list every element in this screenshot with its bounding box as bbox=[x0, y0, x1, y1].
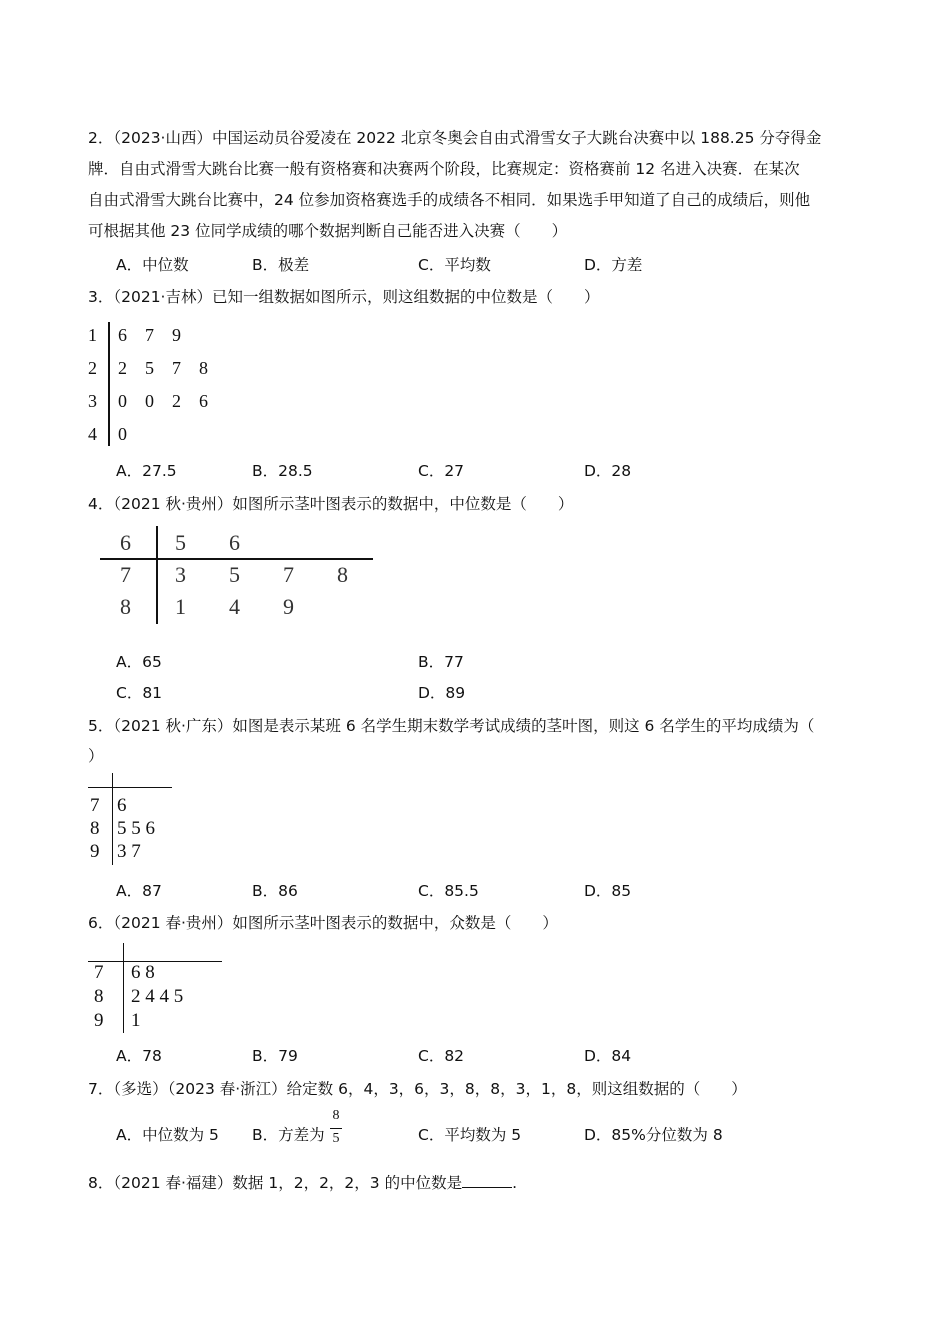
q7-option-b: B．方差为 bbox=[252, 1126, 325, 1144]
q5-plot-header-rule bbox=[88, 787, 172, 788]
q2-line-2: 牌．自由式滑雪大跳台比赛一般有资格赛和决赛两个阶段，比赛规定：资格赛前 12 名进入决赛．在某次 bbox=[88, 160, 800, 178]
q6-stem: 6．（2021 春·贵州）如图所示茎叶图表示的数据中，众数是（ ） bbox=[88, 914, 558, 932]
q4-plot-row: 7 3 5 7 8 bbox=[120, 562, 348, 587]
q4-plot-header-rule bbox=[100, 558, 373, 560]
q4-option-c: C．81 bbox=[116, 684, 163, 702]
q5-stem-line-1: 5．（2021 秋·广东）如图是表示某班 6 名学生期末数学考试成绩的茎叶图，则这 6 名学生的平均成绩为（ bbox=[88, 717, 815, 735]
q4-option-b: B．77 bbox=[418, 653, 464, 671]
q3-option-b: B．28.5 bbox=[252, 462, 313, 480]
q2-option-d: D．方差 bbox=[584, 256, 643, 274]
q3-stem: 3．（2021·吉林）已知一组数据如图所示，则这组数据的中位数是（ ） bbox=[88, 288, 600, 306]
q4-option-d: D．89 bbox=[418, 684, 466, 702]
q4-plot-row: 6 5 6 bbox=[120, 530, 240, 555]
q6-option-b: B．79 bbox=[252, 1047, 298, 1065]
q7-stem: 7．（多选）（2023 春·浙江）给定数 6，4，3，6，3，8，8，3，1，8，则这组数据的（ ） bbox=[88, 1080, 747, 1098]
q6-plot-row: 7 6 8 bbox=[94, 962, 155, 983]
q8-stem-end: . bbox=[512, 1174, 518, 1192]
q7-option-d: D．85%分位数为 8 bbox=[584, 1126, 723, 1144]
q2-option-c: C．平均数 bbox=[418, 256, 491, 274]
q3-option-a: A．27.5 bbox=[116, 462, 177, 480]
q5-plot-row: 9 3 7 bbox=[90, 841, 141, 862]
q2-line-3: 自由式滑雪大跳台比赛中，24 位参加资格赛选手的成绩各不相同．如果选手甲知道了自己的成绩后，则他 bbox=[88, 191, 811, 209]
q5-option-d: D．85 bbox=[584, 882, 632, 900]
q3-plot-row: 2 2 5 7 8 bbox=[88, 358, 208, 378]
q3-option-c: C．27 bbox=[418, 462, 465, 480]
q2-line-1: 2．（2023·山西）中国运动员谷爱凌在 2022 北京冬奥会自由式滑雪女子大跳台决赛中以 188.25 分夺得金 bbox=[88, 129, 822, 147]
q6-option-c: C．82 bbox=[418, 1047, 465, 1065]
q3-plot-row: 4 0 bbox=[88, 424, 127, 444]
q5-option-b: B．86 bbox=[252, 882, 298, 900]
q4-stem: 4．（2021 秋·贵州）如图所示茎叶图表示的数据中，中位数是（ ） bbox=[88, 495, 574, 513]
q6-plot-row: 9 1 bbox=[94, 1010, 141, 1031]
q6-option-a: A．78 bbox=[116, 1047, 162, 1065]
q7-option-c: C．平均数为 5 bbox=[418, 1126, 522, 1144]
q4-plot-row: 8 1 4 9 bbox=[120, 594, 294, 619]
q5-option-c: C．85.5 bbox=[418, 882, 479, 900]
q7-option-a: A．中位数为 5 bbox=[116, 1126, 219, 1144]
q5-option-a: A．87 bbox=[116, 882, 162, 900]
q8-stem bbox=[88, 1171, 517, 1193]
q2-option-b: B．极差 bbox=[252, 256, 310, 274]
q8-stem-text: 8．（2021 春·福建）数据 1，2，2，2，3 的中位数是 bbox=[88, 1174, 463, 1192]
q3-plot-row: 3 0 0 2 6 bbox=[88, 391, 208, 411]
q5-plot-row: 8 5 5 6 bbox=[90, 818, 155, 839]
q5-stem-line-2: ） bbox=[88, 747, 104, 765]
q3-option-d: D．28 bbox=[584, 462, 632, 480]
q3-plot-row: 1 6 7 9 bbox=[88, 325, 181, 345]
q4-option-a: A．65 bbox=[116, 653, 162, 671]
q5-plot-row: 7 6 bbox=[90, 795, 127, 816]
fraction-denominator: 5 bbox=[332, 1131, 340, 1146]
q8-answer-blank[interactable] bbox=[462, 1171, 512, 1188]
q2-line-4: 可根据其他 23 位同学成绩的哪个数据判断自己能否进入决赛（ ） bbox=[88, 222, 568, 240]
q6-option-d: D．84 bbox=[584, 1047, 632, 1065]
fraction-numerator: 8 bbox=[332, 1108, 340, 1123]
q6-plot-row: 8 2 4 4 5 bbox=[94, 986, 184, 1007]
fraction-bar bbox=[330, 1128, 342, 1129]
q2-option-a: A．中位数 bbox=[116, 256, 189, 274]
